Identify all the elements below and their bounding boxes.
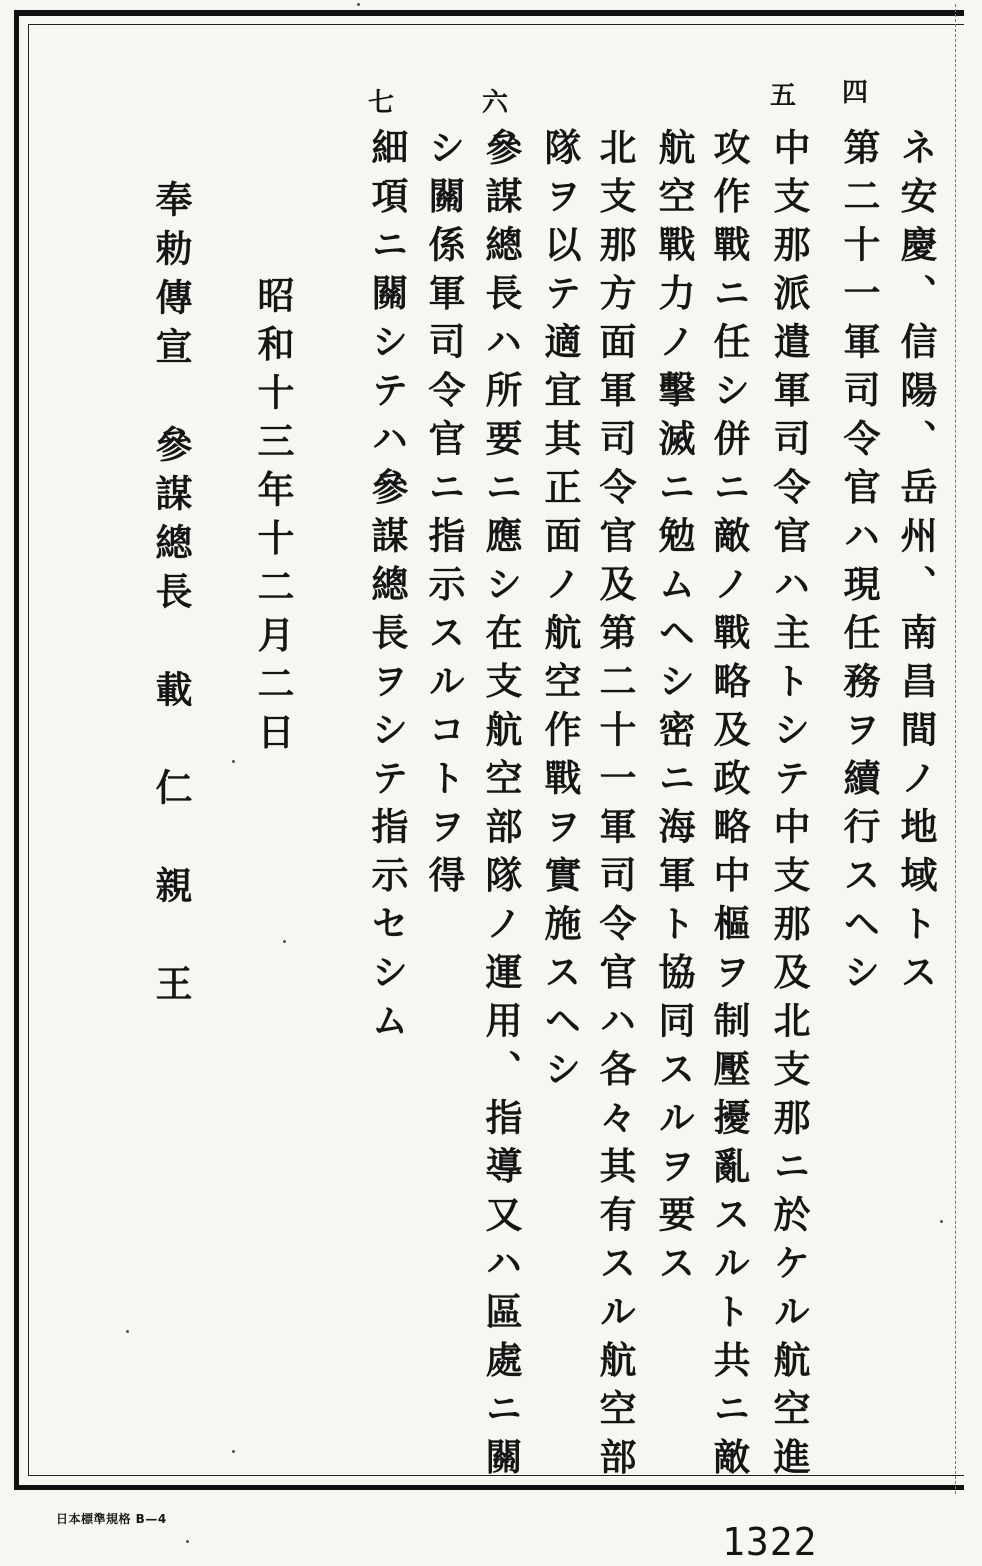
section-number-5: 五 <box>770 81 797 111</box>
text-column-1: ネ安慶、信陽、岳州、南昌間ノ地域トス <box>894 128 938 1001</box>
scan-speck <box>232 760 235 763</box>
scan-speck <box>126 1330 129 1333</box>
scan-speck <box>940 1220 943 1223</box>
text-column-8: 參謀總長ハ所要ニ應シ在支航空部隊ノ運用、指導又ハ區處ニ關 <box>479 128 523 1486</box>
scan-speck <box>283 940 286 943</box>
section-number-6: 六 <box>482 88 509 118</box>
text-column-6: 北支那方面軍司令官及第二十一軍司令官ハ各々其有スル航空部 <box>593 128 637 1486</box>
text-column-4: 攻作戰ニ任シ併ニ敵ノ戰略及政略中樞ヲ制壓擾亂スルト共ニ敵 <box>707 128 751 1486</box>
page-edge-right <box>955 4 956 1494</box>
scan-speck <box>232 1450 235 1453</box>
paper-standard-label: 日本標準規格 B—4 <box>56 1512 167 1526</box>
scan-speck <box>357 3 360 6</box>
text-column-7: 隊ヲ以テ適宜其正面ノ航空作戰ヲ實施スヘシ <box>538 128 582 1098</box>
section-number-7: 七 <box>368 88 395 118</box>
section-number-4: 四 <box>842 78 869 108</box>
text-column-5: 航空戰力ノ擊滅ニ勉ムヘシ密ニ海軍ト協同スルヲ要ス <box>652 128 696 1292</box>
text-column-9: シ關係軍司令官ニ指示スルコトヲ得 <box>422 128 466 904</box>
signature-line: 奉勅傳宣 參謀總長 載 仁 親 王 <box>149 180 193 1013</box>
date-line: 昭和十三年十二月二日 <box>251 276 295 761</box>
text-column-10: 細項ニ關シテハ參謀總長ヲシテ指示セシム <box>365 128 409 1050</box>
text-column-3: 中支那派遣軍司令官ハ主トシテ中支那及北支那ニ於ケル航空進 <box>767 128 811 1486</box>
text-column-2: 第二十一軍司令官ハ現任務ヲ續行スヘシ <box>837 128 881 1001</box>
scan-speck <box>186 1540 189 1543</box>
page-number: 1322 <box>722 1520 818 1564</box>
